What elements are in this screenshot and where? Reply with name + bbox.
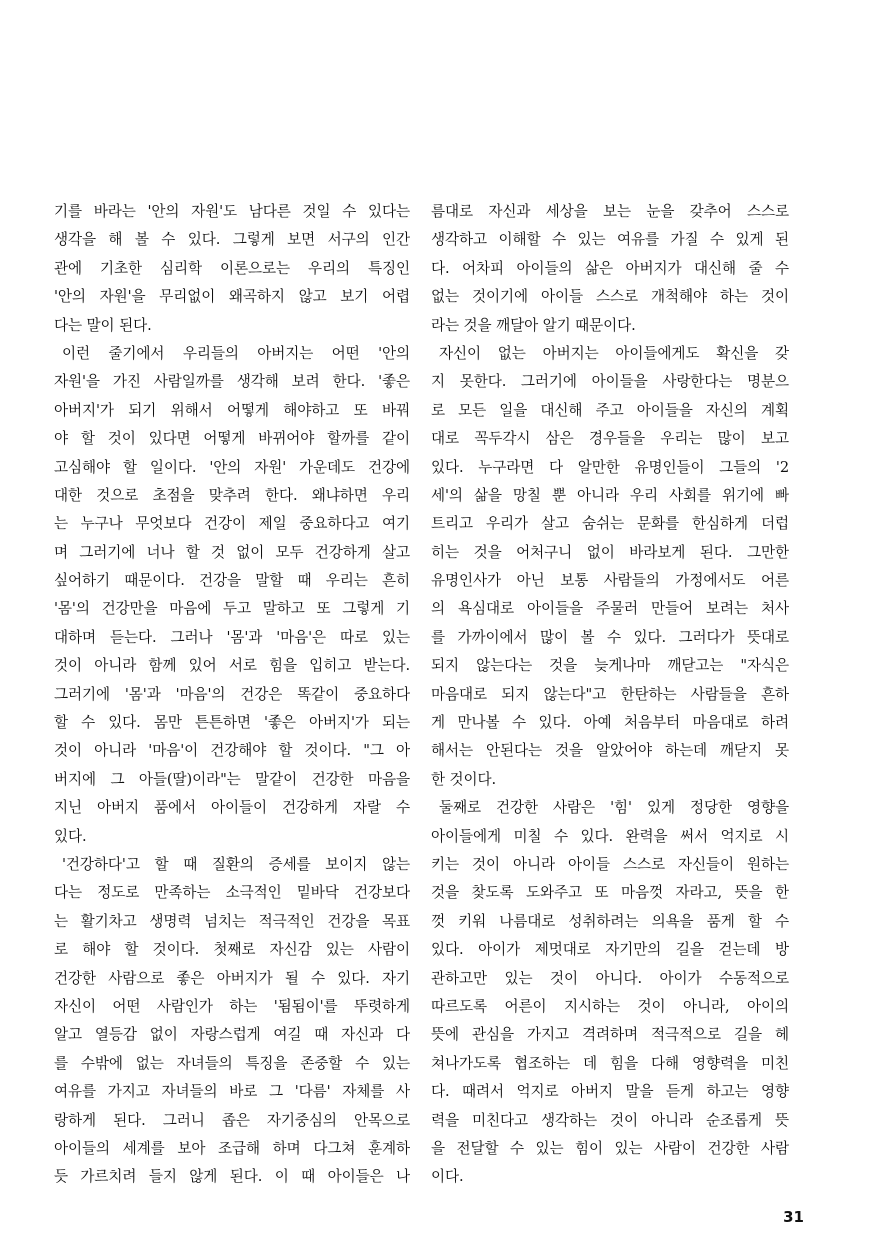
text-line: 아버지'가 되기 위해서 어떻게 해야하고 또 바꿔	[54, 401, 410, 419]
text-line: 관에 기초한 심리학 이론으로는 우리의 특징인	[54, 259, 410, 277]
text-line: 며 그러기에 너나 할 것 없이 모두 건강하게 살고	[54, 543, 410, 561]
text-line: 이런 줄기에서 우리들의 아버지는 어떤 '안의	[62, 344, 410, 362]
text-line: 는 누구나 무엇보다 건강이 제일 중요하다고 여기	[54, 515, 410, 533]
text-line: 쳐나가도록 협조하는 데 힘을 다해 영향력을 미친	[431, 1054, 789, 1072]
text-line: 것을 찾도록 도와주고 또 마음껏 자라고, 뜻을 한	[431, 884, 789, 902]
text-line: 건강한 사람으로 좋은 아버지가 될 수 있다. 자기	[54, 969, 410, 987]
text-line: 히는 것을 어처구니 없이 바라보게 된다. 그만한	[431, 543, 789, 561]
page-number: 31	[783, 1208, 804, 1226]
text-line: 의 욕심대로 아이들을 주물러 만들어 보려는 처사	[431, 600, 789, 618]
text-line: 아이들의 세계를 보아 조급해 하며 다그쳐 훈계하	[54, 1139, 410, 1157]
text-line: 력을 미친다고 생각하는 것이 아니라 순조롭게 뜻	[431, 1111, 789, 1129]
text-line: 다. 어차피 아이들의 삶은 아버지가 대신해 줄 수	[431, 259, 789, 277]
text-line: 껏 키워 나름대로 성취하려는 의욕을 품게 할 수	[431, 912, 789, 930]
text-line: 싶어하기 때문이다. 건강을 말할 때 우리는 흔히	[54, 572, 410, 590]
text-line: 이다.	[431, 1168, 464, 1186]
text-line: 대로 꼭두각시 삼은 경우들을 우리는 많이 보고	[431, 430, 789, 448]
text-line: 는 활기차고 생명력 넘치는 적극적인 건강을 목표	[54, 912, 410, 930]
text-line: 생각하고 이해할 수 있는 여유를 가질 수 있게 된	[431, 231, 789, 249]
text-line: 알고 열등감 없이 자랑스럽게 여길 때 자신과 다	[54, 1026, 410, 1044]
text-line: 생각을 해 볼 수 있다. 그렇게 보면 서구의 인간	[54, 231, 410, 249]
text-line: 라는 것을 깨달아 알기 때문이다.	[431, 316, 636, 334]
text-line: 것이 아니라 함께 있어 서로 힘을 입히고 받는다.	[54, 657, 410, 675]
text-line: 야 할 것이 있다면 어떻게 바뀌어야 할까를 같이	[54, 430, 410, 448]
text-line: 있다.	[54, 827, 87, 845]
text-line: 해서는 안된다는 것을 알았어야 하는데 깨닫지 못	[431, 742, 789, 760]
text-line: '몸'의 건강만을 마음에 두고 말하고 또 그렇게 기	[54, 600, 410, 618]
text-line: 기를 바라는 '안의 자원'도 남다른 것일 수 있다는	[54, 203, 410, 220]
text-line: 둘째로 건강한 사람은 '힘' 있게 정당한 영향을	[439, 799, 789, 817]
text-line: 고심해야 할 일이다. '안의 자원' 가운데도 건강에	[54, 458, 410, 476]
text-line: 름대로 자신과 세상을 보는 눈을 갖추어 스스로	[431, 203, 789, 220]
text-line: 없는 것이기에 아이들 스스로 개척해야 하는 것이	[431, 288, 789, 306]
text-line: 다. 때려서 억지로 아버지 말을 듣게 하고는 영향	[431, 1083, 789, 1101]
text-line: 있다. 아이가 제멋대로 자기만의 길을 걷는데 방	[431, 941, 789, 959]
text-line: 할 수 있다. 몸만 튼튼하면 '좋은 아버지'가 되는	[54, 714, 410, 732]
text-line: '건강하다'고 할 때 질환의 증세를 보이지 않는	[62, 855, 410, 873]
text-line: 자신이 어떤 사람인가 하는 '됨됨이'를 뚜렷하게	[54, 997, 410, 1015]
text-line: 유명인사가 아닌 보통 사람들의 가정에서도 어른	[431, 572, 789, 590]
text-line: 버지에 그 아들(딸)이라"는 말같이 건강한 마음을	[54, 770, 410, 788]
text-line: 여유를 가지고 자녀들의 바로 그 '다름' 자체를 사	[54, 1083, 410, 1101]
text-line: 대하며 듣는다. 그러나 '몸'과 '마음'은 따로 있는	[54, 628, 410, 646]
text-column-left	[54, 198, 410, 1192]
text-line: '안의 자원'을 무리없이 왜곡하지 않고 보기 어렵	[54, 288, 410, 306]
text-line: 게 만나볼 수 있다. 아예 처음부터 마음대로 하려	[431, 714, 789, 732]
text-line: 세'의 삶을 망칠 뿐 아니라 우리 사회를 위기에 빠	[431, 486, 789, 504]
text-line: 한 것이다.	[431, 770, 497, 788]
text-line: 다는 정도로 만족하는 소극적인 밑바닥 건강보다	[54, 884, 410, 902]
text-line: 랑하게 된다. 그러니 좁은 자기중심의 안목으로	[54, 1111, 410, 1129]
text-column-right	[431, 198, 789, 1192]
text-line: 다는 말이 된다.	[54, 316, 152, 334]
text-line: 되지 않는다는 것을 늦게나마 깨닫고는 "자식은	[431, 657, 789, 675]
text-line: 로 해야 할 것이다. 첫째로 자신감 있는 사람이	[54, 941, 410, 959]
text-line: 것이 아니라 '마음'이 건강해야 할 것이다. "그 아	[54, 742, 410, 760]
text-line: 키는 것이 아니라 아이들 스스로 자신들이 원하는	[431, 855, 789, 873]
text-line: 를 수밖에 없는 자녀들의 특징을 존중할 수 있는	[54, 1054, 410, 1072]
text-line: 를 가까이에서 많이 볼 수 있다. 그러다가 뜻대로	[431, 628, 789, 646]
text-line: 관하고만 있는 것이 아니다. 아이가 수동적으로	[431, 969, 789, 987]
text-line: 그러기에 '몸'과 '마음'의 건강은 똑같이 중요하다	[54, 685, 410, 703]
text-line: 있다. 누구라면 다 알만한 유명인들이 그들의 '2	[431, 458, 789, 476]
text-line: 지 못한다. 그러기에 아이들을 사랑한다는 명분으	[431, 373, 789, 391]
text-line: 따르도록 어른이 지시하는 것이 아니라, 아이의	[431, 997, 789, 1015]
text-line: 을 전달할 수 있는 힘이 있는 사람이 건강한 사람	[431, 1139, 789, 1157]
text-line: 자신이 없는 아버지는 아이들에게도 확신을 갖	[439, 344, 789, 362]
text-line: 아이들에게 미칠 수 있다. 완력을 써서 억지로 시	[431, 827, 789, 845]
text-line: 대한 것으로 초점을 맞추려 한다. 왜냐하면 우리	[54, 486, 410, 504]
text-line: 마음대로 되지 않는다"고 한탄하는 사람들을 흔하	[431, 685, 789, 703]
text-line: 뜻에 관심을 가지고 격려하며 적극적으로 길을 헤	[431, 1026, 789, 1044]
text-line: 트리고 우리가 살고 숨쉬는 문화를 한심하게 더럽	[431, 515, 789, 533]
text-line: 로 모든 일을 대신해 주고 아이들을 자신의 계획	[431, 401, 789, 419]
text-line: 자원'을 가진 사람일까를 생각해 보려 한다. '좋은	[54, 373, 410, 391]
text-line: 듯 가르치려 들지 않게 된다. 이 때 아이들은 나	[54, 1168, 410, 1186]
text-line: 지닌 아버지 품에서 아이들이 건강하게 자랄 수	[54, 799, 410, 817]
